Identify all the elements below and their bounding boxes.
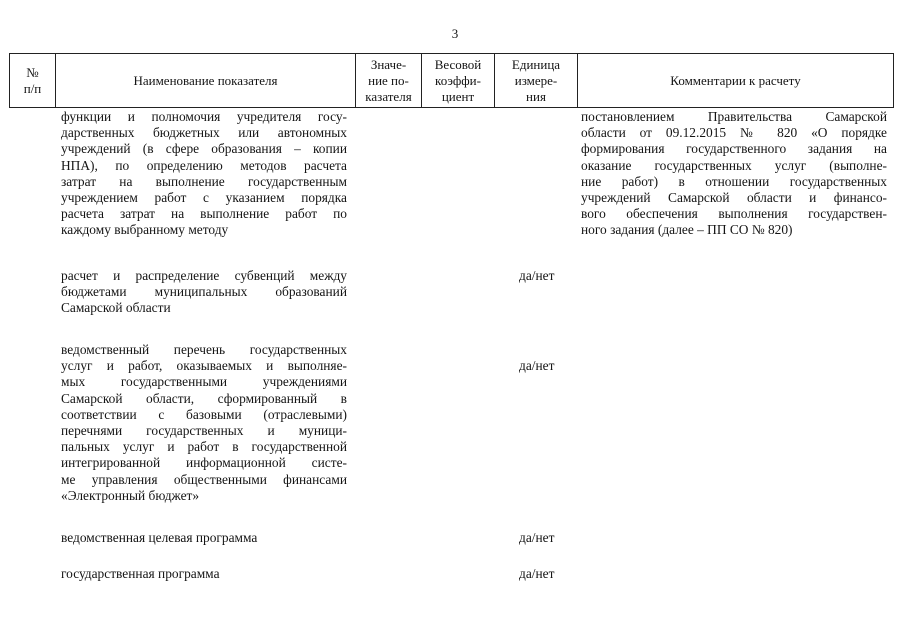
header-unit-line: ния	[526, 88, 546, 104]
header-value-line: Значе-	[370, 56, 407, 72]
text-line: постановлением Правительства Самарской	[581, 109, 887, 124]
text-line: перечнями государственных и муници-	[61, 422, 347, 438]
text-line: дарственных бюджетных или автономных	[61, 125, 347, 141]
text-line: Самарской области	[61, 300, 171, 316]
text-line: учреждением работ с указанием порядка	[61, 189, 347, 205]
row-3-name	[61, 342, 347, 504]
header-unit-line: измере-	[514, 72, 558, 88]
text-line: пальных услуг и работ в государственной	[61, 439, 347, 455]
text-line: вого обеспечения выполнения государствен-	[581, 206, 887, 222]
text-line: оказание государственных услуг (выполне-	[581, 157, 887, 173]
text-line: расчет и распределение субвенций между	[61, 268, 347, 283]
text-line: функции и полномочия учредителя госу-	[61, 109, 347, 124]
header-value	[356, 54, 421, 107]
row-5-unit: да/нет	[519, 566, 555, 581]
text-line: «Электронный бюджет»	[61, 487, 200, 503]
text-line: НПА), по определению методов расчета	[61, 157, 347, 173]
text-line: учреждений (в сфере образования – копии	[61, 141, 347, 157]
header-num-line: №	[26, 64, 39, 80]
text-line: ме управления общественными финансами	[61, 471, 347, 487]
header-weight	[422, 54, 494, 107]
text-line: интегрированной информационной систе-	[61, 455, 347, 471]
text-line: ного задания (далее – ПП СО № 820)	[581, 222, 793, 238]
page-number: 3	[451, 26, 459, 41]
text-line: услуг и работ, оказываемых и выполняе-	[61, 358, 347, 374]
text-line: ведомственная целевая программа	[61, 530, 258, 545]
row-1-name	[61, 109, 347, 239]
text-line: Самарской области, сформированный в	[61, 390, 347, 406]
header-unit	[495, 54, 577, 107]
header-name-label: Наименование показателя	[133, 72, 278, 88]
table-header-bottom-border	[9, 107, 893, 108]
row-4-unit: да/нет	[519, 530, 555, 545]
header-comment-label: Комментарии к расчету	[670, 72, 801, 88]
text-line: соответствии с базовыми (отраслевыми)	[61, 406, 347, 422]
text-line: учреждений Самарской области и финансо-	[581, 189, 887, 205]
header-value-line: казателя	[365, 88, 412, 104]
text-line: затрат на выполнение государственным	[61, 173, 347, 189]
text-line: ние работ) в отношении государственных	[581, 173, 887, 189]
row-1-comment	[581, 109, 887, 239]
header-weight-line: Весовой	[434, 56, 482, 72]
col-border-6	[893, 53, 894, 108]
header-num-line: п/п	[23, 80, 42, 96]
text-line: формирования государственного задания на	[581, 141, 887, 157]
header-weight-line: коэффи-	[435, 72, 481, 88]
header-weight-line: циент	[441, 88, 475, 104]
header-comment	[578, 54, 893, 107]
header-value-line: ние по-	[368, 72, 409, 88]
row-5-name	[61, 566, 347, 582]
row-2-name	[61, 268, 347, 317]
text-line: области от 09.12.2015 № 820 «О порядке	[581, 125, 887, 141]
row-3-unit: да/нет	[519, 358, 555, 373]
text-line: расчета затрат на выполнение работ по	[61, 206, 347, 222]
header-num	[10, 54, 55, 107]
header-unit-line: Единица	[511, 56, 561, 72]
text-line: государственная программа	[61, 566, 220, 581]
text-line: бюджетами муниципальных образований	[61, 284, 347, 300]
text-line: ведомственный перечень государственных	[61, 342, 347, 357]
text-line: мых государственными учреждениями	[61, 374, 347, 390]
row-4-name	[61, 530, 347, 546]
header-name	[56, 54, 355, 107]
text-line: каждому выбранному методу	[61, 222, 229, 238]
row-2-unit: да/нет	[519, 268, 555, 283]
